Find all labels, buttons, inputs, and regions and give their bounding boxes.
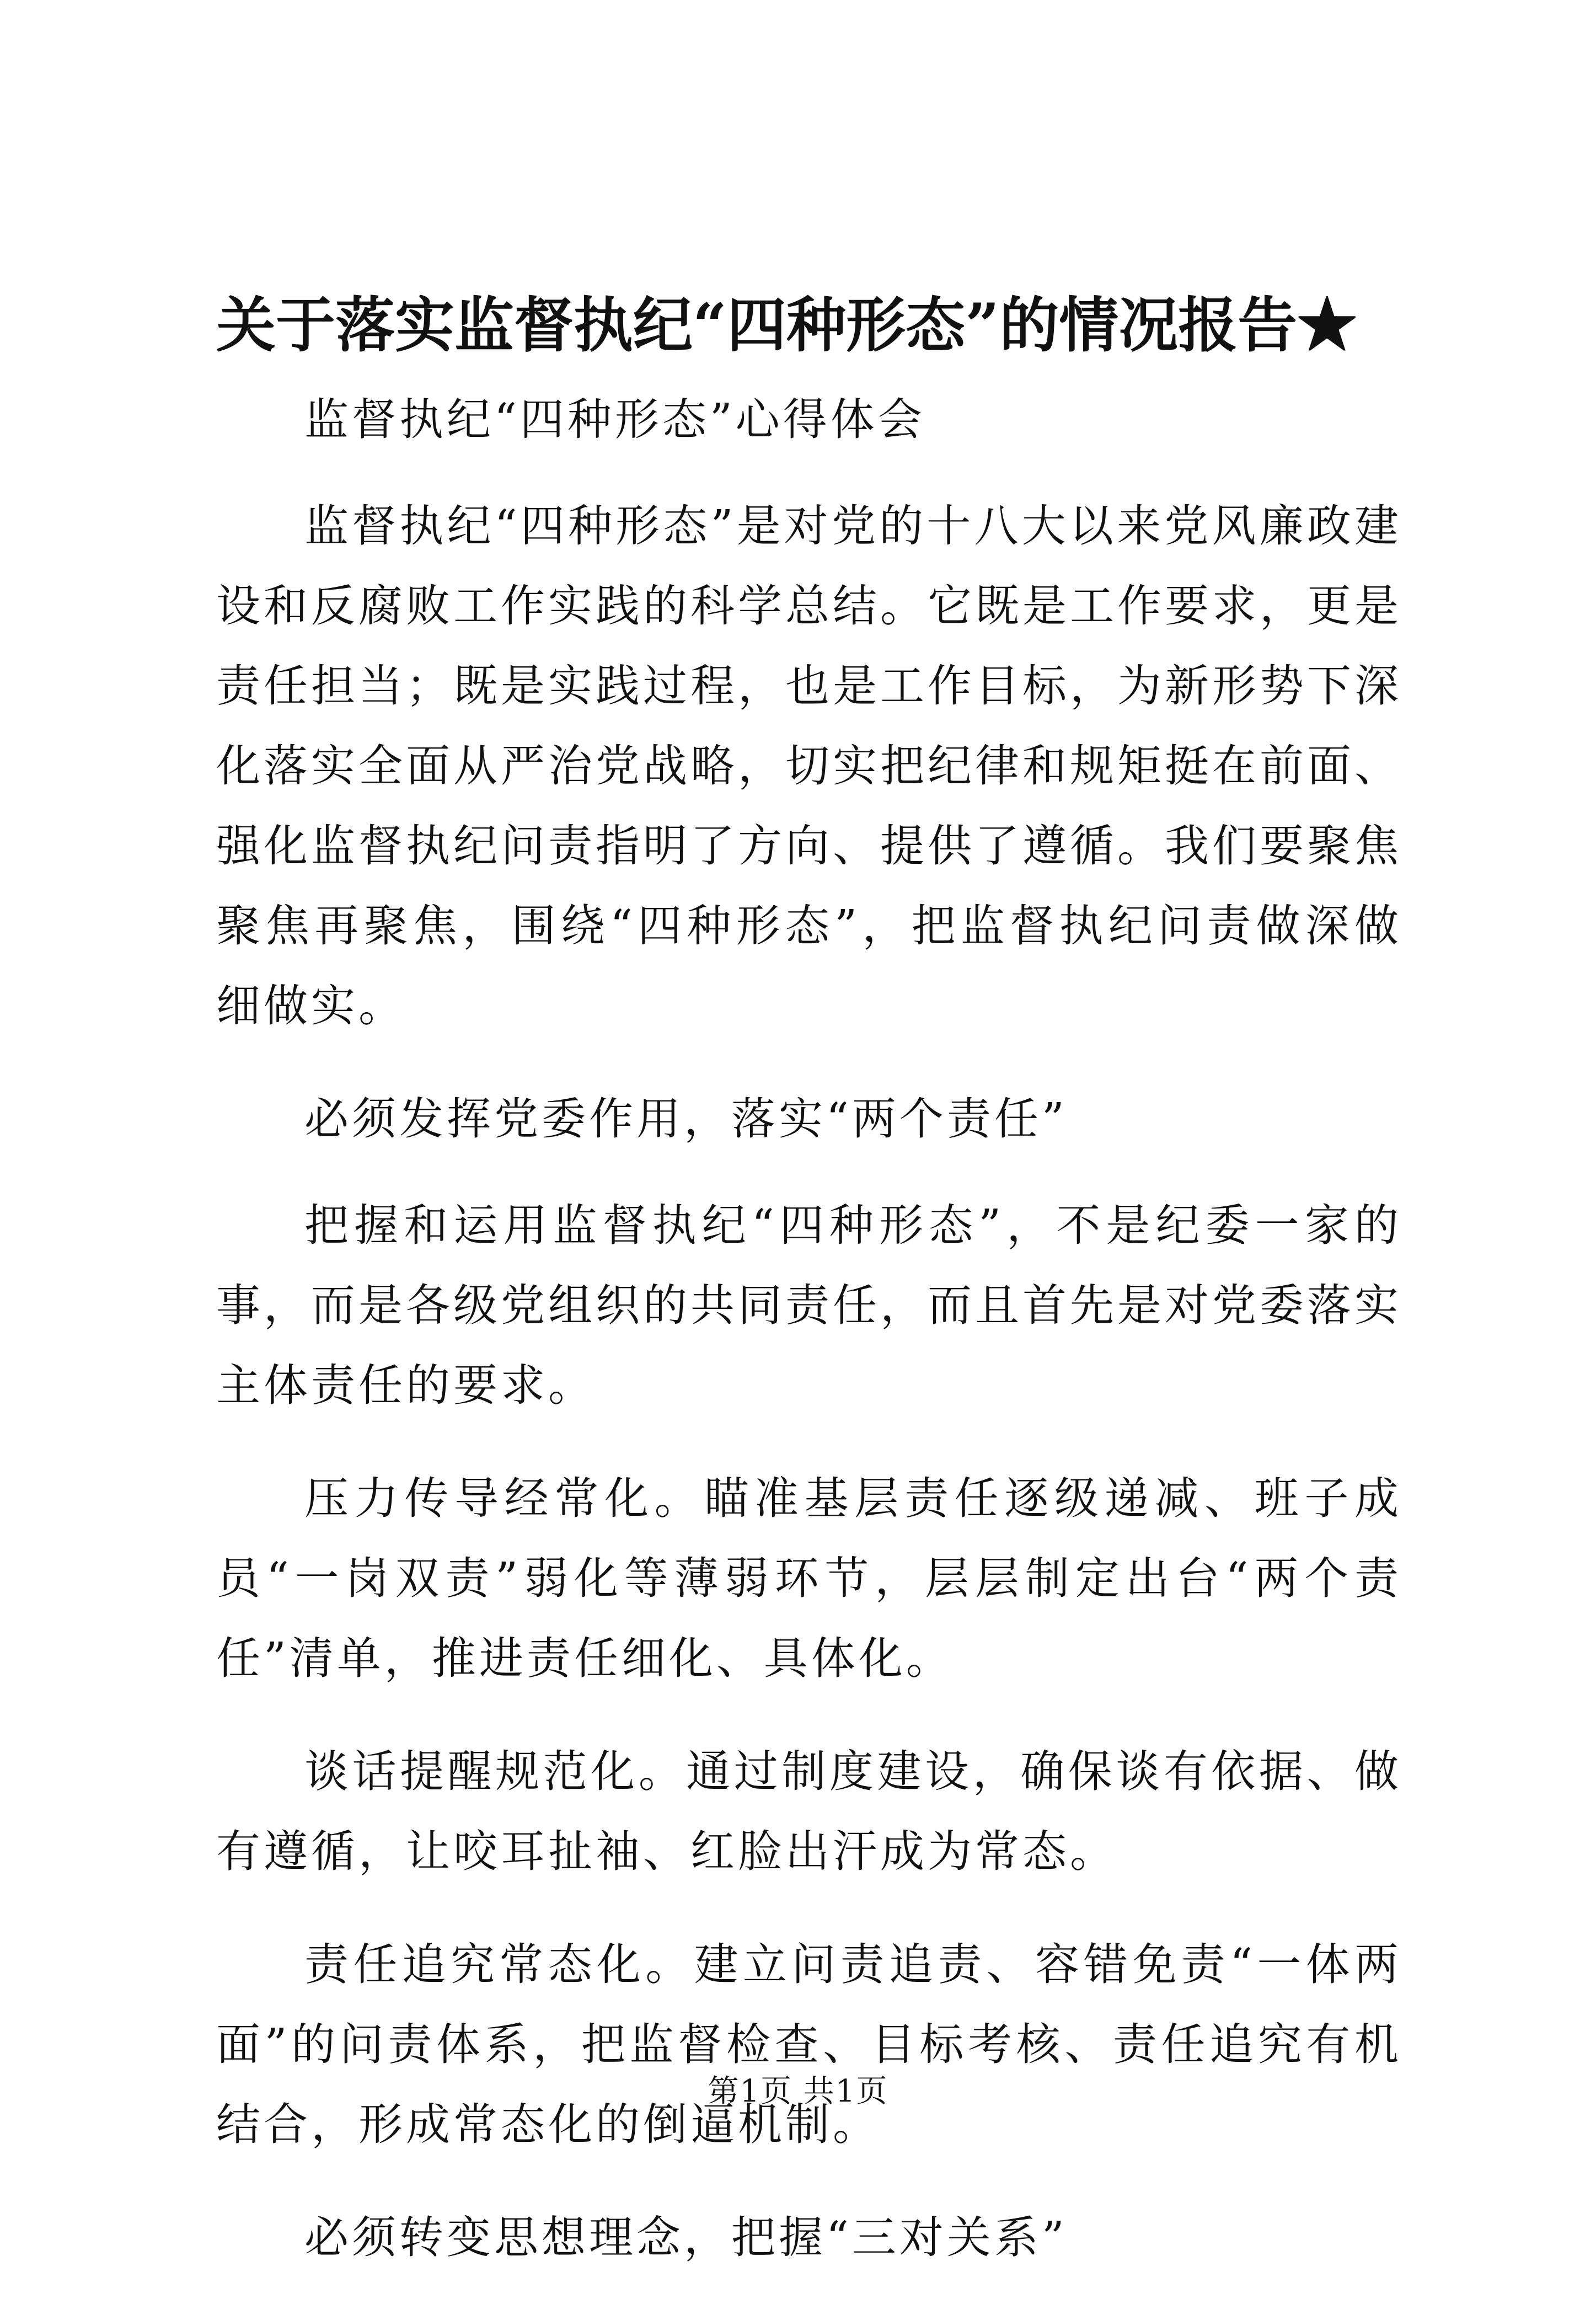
page-number-footer: 第1页 共1页 xyxy=(708,2073,888,2109)
paragraph: 责任追究常态化。建立问责追责、容错免责“一体两面”的问责体系，把监督检查、目标考核、责任追究有机结合，形成常态化的倒逼机制。 xyxy=(216,1939,1402,2150)
paragraph: 把握和运用监督执纪“四种形态”，不是纪委一家的事，而是各级党组织的共同责任，而且首先是对党委落实主体责任的要求。 xyxy=(216,1200,1402,1411)
paragraph: 监督执纪“四种形态”是对党的十八大以来党风廉政建设和反腐败工作实践的科学总结。它既是工作要求，更是责任担当；既是实践过程，也是工作目标，为新形势下深化落实全面从严治党战略，切实把纪律和规矩挺在前面、强化监督执纪问责指明了方向、提供了遵循。我们要聚焦聚焦再聚焦，围绕“四种形态”，把监督执纪问责做深做细做实。 xyxy=(216,500,1402,1031)
section-heading: 必须发挥党委作用，落实“两个责任” xyxy=(304,1093,1068,1145)
paragraph-subtitle: 监督执纪“四种形态”心得体会 xyxy=(304,394,925,445)
section-heading: 必须转变思想理念，把握“三对关系” xyxy=(304,2212,1068,2263)
document-title: 关于落实监督执纪“四种形态”的情况报告★ xyxy=(216,291,1357,360)
paragraph: 压力传导经常化。瞄准基层责任逐级递减、班子成员“一岗双责”弱化等薄弱环节，层层制定出台“两个责任”清单，推进责任细化、具体化。 xyxy=(216,1473,1402,1684)
paragraph: 谈话提醒规范化。通过制度建设，确保谈有依据、做有遵循，让咬耳扯袖、红脸出汗成为常态。 xyxy=(216,1746,1402,1877)
document-body xyxy=(216,379,1402,2304)
